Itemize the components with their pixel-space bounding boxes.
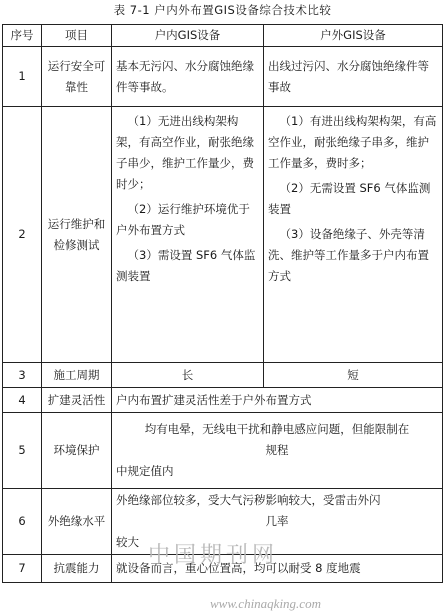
- indoor-cell: 基本无污闪、水分腐蚀绝缘件等事故。: [112, 47, 264, 107]
- header-outdoor: 户外GIS设备: [264, 25, 443, 47]
- outdoor-point-3: （3）设备绝缘子、外壳等清洗、维护等工作量多于户内布置方式: [268, 227, 429, 283]
- row-item: 抗震能力: [42, 555, 112, 583]
- row-number: 3: [3, 363, 42, 388]
- row-item: 环境保护: [42, 413, 112, 489]
- merged-cell: [112, 413, 443, 489]
- merged-line-3: 中规定值内: [116, 464, 174, 478]
- indoor-cell: 长: [112, 363, 264, 388]
- table-row: [3, 363, 443, 388]
- row-number: 7: [3, 555, 42, 583]
- row-item: 扩建灵活性: [42, 388, 112, 413]
- indoor-point-3: （3）需设置 SF6 气体监测装置: [116, 248, 256, 283]
- row-number: 4: [3, 388, 42, 413]
- header-no: 序号: [3, 25, 42, 47]
- merged-cell: [112, 489, 443, 555]
- row-number: 1: [3, 47, 42, 107]
- row-item: 施工周期: [42, 363, 112, 388]
- indoor-cell: [112, 107, 264, 363]
- row-item: 运行维护和检修测试: [42, 107, 112, 363]
- merged-cell: 就设备而言，重心位置高，均可以耐受 8 度地震: [112, 555, 443, 583]
- row-number: 5: [3, 413, 42, 489]
- header-item: 项目: [42, 25, 112, 47]
- row-number: 2: [3, 107, 42, 363]
- table-caption: 表 7-1 户内外布置GIS设备综合技术比较: [113, 3, 332, 17]
- indoor-point-1: （1）无进出线构架构架，有高空作业，耐张绝缘子串少，维护工作量少，费时少；: [116, 114, 254, 191]
- outdoor-cell: 出线过污闪、水分腐蚀绝缘件等事故: [264, 47, 443, 107]
- row-item: 外绝缘水平: [42, 489, 112, 555]
- merged-line-3: 较大: [116, 535, 139, 549]
- table-row: [3, 107, 443, 363]
- header-indoor: 户内GIS设备: [112, 25, 264, 47]
- table-row: [3, 413, 443, 489]
- table-row: [3, 489, 443, 555]
- row-number: 6: [3, 489, 42, 555]
- merged-line-2: 规程: [265, 443, 289, 457]
- indoor-point-2: （2）运行维护环境优于户外布置方式: [116, 202, 250, 237]
- row-item: 运行安全可靠性: [42, 47, 112, 107]
- comparison-table: [2, 24, 443, 583]
- merged-line-1: 均有电晕，无线电干扰和静电感应问题，但能限制在: [144, 422, 410, 436]
- watermark-url: www.chinaqking.com: [210, 596, 321, 611]
- outdoor-cell: [264, 107, 443, 363]
- merged-line-1: 外绝缘部位较多，受大气污秽影响较大，受雷击外闪: [116, 493, 381, 507]
- outdoor-cell: 短: [264, 363, 443, 388]
- outdoor-point-2: （2）无需设置 SF6 气体监测装置: [268, 181, 431, 216]
- table-header-row: [3, 25, 443, 47]
- table-row: [3, 388, 443, 413]
- table-row: [3, 555, 443, 583]
- outdoor-point-1: （1）有进出线构架构架，有高空作业，耐张绝缘子串多，维护工作量多，费时多；: [268, 114, 437, 170]
- merged-line-2: 几率: [265, 514, 289, 528]
- watermark-text: 中国期刊网: [148, 543, 279, 568]
- merged-cell: 户内布置扩建灵活性差于户外布置方式: [112, 388, 443, 413]
- table-row: [3, 47, 443, 107]
